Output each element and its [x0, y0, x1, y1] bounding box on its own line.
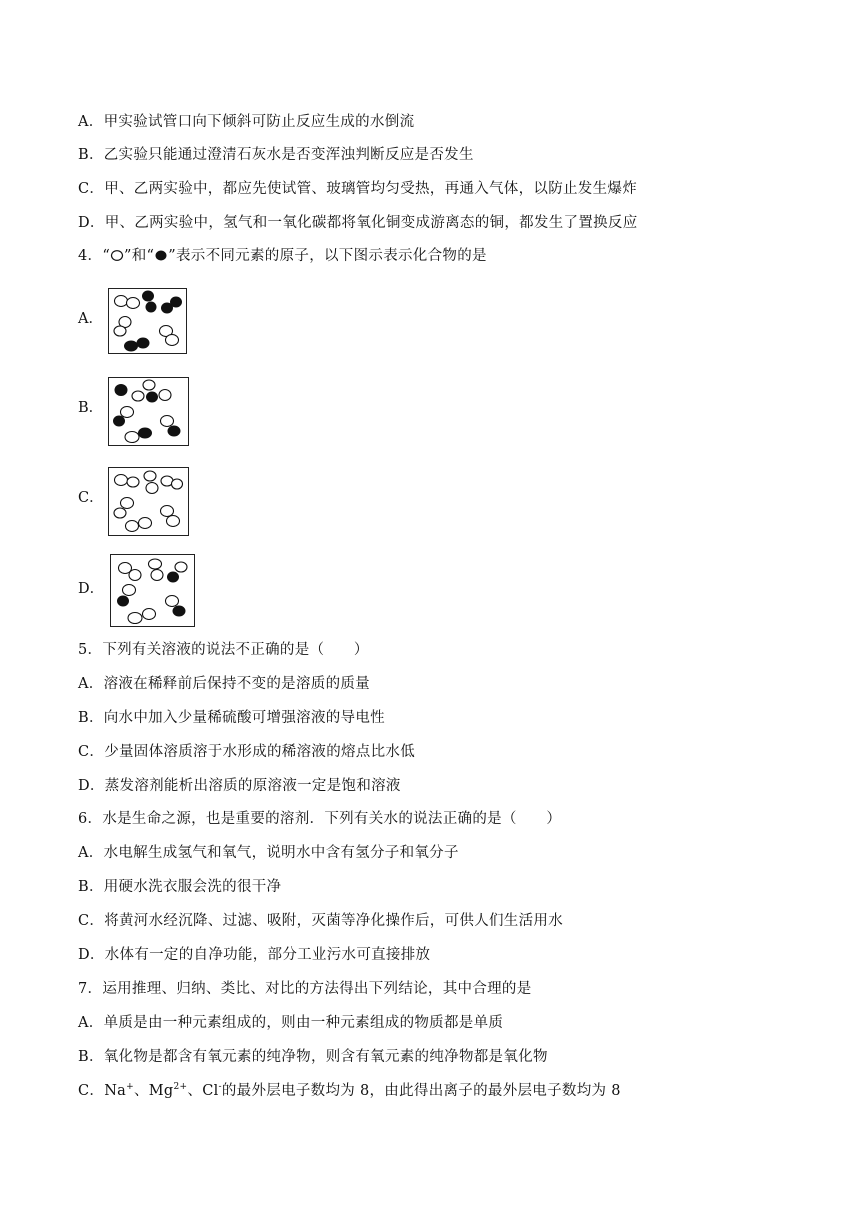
- q3-option-a: A．甲实验试管口向下倾斜可防止反应生成的水倒流: [78, 114, 415, 130]
- q7-stem: 7．运用推理、归纳、类比、对比的方法得出下列结论，其中合理的是: [78, 981, 532, 997]
- q4-label-d: D．: [78, 581, 105, 597]
- q7-option-a: A．单质是由一种元素组成的，则由一种元素组成的物质都是单质: [78, 1015, 504, 1031]
- solid-atom-icon: [154, 249, 168, 262]
- q3-option-d: D．甲、乙两实验中，氢气和一氧化碳都将氧化铜变成游离态的铜，都发生了置换反应: [78, 215, 638, 231]
- q3-option-c: C．甲、乙两实验中，都应先使试管、玻璃管均匀受热，再通入气体，以防止发生爆炸: [78, 181, 637, 197]
- q4-label-b: B．: [78, 400, 104, 416]
- diagram-d: [110, 554, 195, 627]
- q7-option-b: B．氧化物是都含有氧元素的纯净物，则含有氧元素的纯净物都是氧化物: [78, 1049, 548, 1065]
- q4-stem: 4．“ ”和“ ”表示不同元素的原子，以下图示表示化合物的是: [78, 248, 487, 264]
- hollow-atom: [114, 471, 183, 532]
- q5-option-b: B．向水中加入少量稀硫酸可增强溶液的导电性: [78, 710, 385, 726]
- q4-label-c: C．: [78, 490, 104, 506]
- q6-stem: 6．水是生命之源，也是重要的溶剂．下列有关水的说法正确的是（ ）: [78, 811, 562, 827]
- diagram-c: [108, 467, 189, 536]
- q5-stem: 5．下列有关溶液的说法不正确的是（ ）: [78, 642, 369, 658]
- q5-option-a: A．溶液在稀释前后保持不变的是溶质的质量: [78, 676, 370, 692]
- q3-option-b: B．乙实验只能通过澄清石灰水是否变浑浊判断反应是否发生: [78, 147, 474, 163]
- diagram-a: [108, 288, 187, 354]
- q4-label-a: A．: [78, 311, 103, 327]
- q7-option-c: C．Na+、$Mg^{2+}$、Cl-的最外层电子数均为 8，由此得出离子的最外层电子数均为 8: [78, 1082, 621, 1099]
- q6-option-c: C．将黄河水经沉降、过滤、吸附，灭菌等净化操作后，可供人们生活用水: [78, 913, 563, 929]
- q6-option-b: B．用硬水洗衣服会洗的很干净: [78, 879, 282, 895]
- q6-option-d: D．水体有一定的自净功能，部分工业污水可直接排放: [78, 947, 431, 963]
- q6-option-a: A．水电解生成氢气和氧气，说明水中含有氢分子和氧分子: [78, 845, 459, 861]
- q5-option-d: D．蒸发溶剂能析出溶质的原溶液一定是饱和溶液: [78, 778, 401, 794]
- diagram-b: [108, 377, 189, 446]
- hollow-atom-icon: [110, 249, 124, 262]
- q5-option-c: C．少量固体溶质溶于水形成的稀溶液的熔点比水低: [78, 744, 415, 760]
